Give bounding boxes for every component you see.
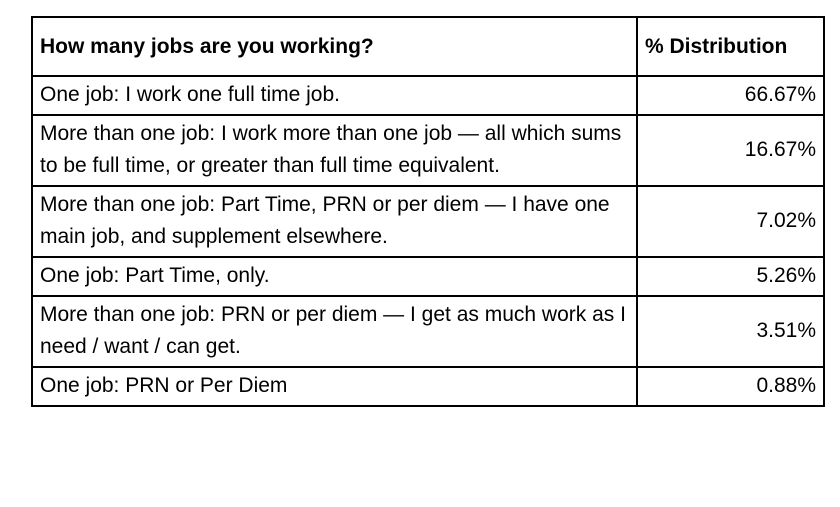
distribution-column-header: % Distribution <box>637 17 824 76</box>
percent-cell: 7.02% <box>637 186 824 257</box>
table-row <box>32 257 824 296</box>
answer-cell: One job: I work one full time job. <box>32 76 637 115</box>
distribution-table <box>31 16 825 407</box>
answer-cell: More than one job: Part Time, PRN or per diem — I have one main job, and supplement elsewhere. <box>32 186 637 257</box>
table-row <box>32 186 824 257</box>
table-row <box>32 367 824 406</box>
table-row <box>32 296 824 367</box>
table-row <box>32 76 824 115</box>
answer-cell: One job: Part Time, only. <box>32 257 637 296</box>
answer-cell: More than one job: I work more than one job — all which sums to be full time, or greater than full time equivalent. <box>32 115 637 186</box>
table-header-row <box>32 17 824 76</box>
percent-cell: 3.51% <box>637 296 824 367</box>
percent-cell: 0.88% <box>637 367 824 406</box>
answer-cell: One job: PRN or Per Diem <box>32 367 637 406</box>
question-column-header: How many jobs are you working? <box>32 17 637 76</box>
table-row <box>32 115 824 186</box>
percent-cell: 66.67% <box>637 76 824 115</box>
answer-cell: More than one job: PRN or per diem — I get as much work as I need / want / can get. <box>32 296 637 367</box>
percent-cell: 5.26% <box>637 257 824 296</box>
percent-cell: 16.67% <box>637 115 824 186</box>
